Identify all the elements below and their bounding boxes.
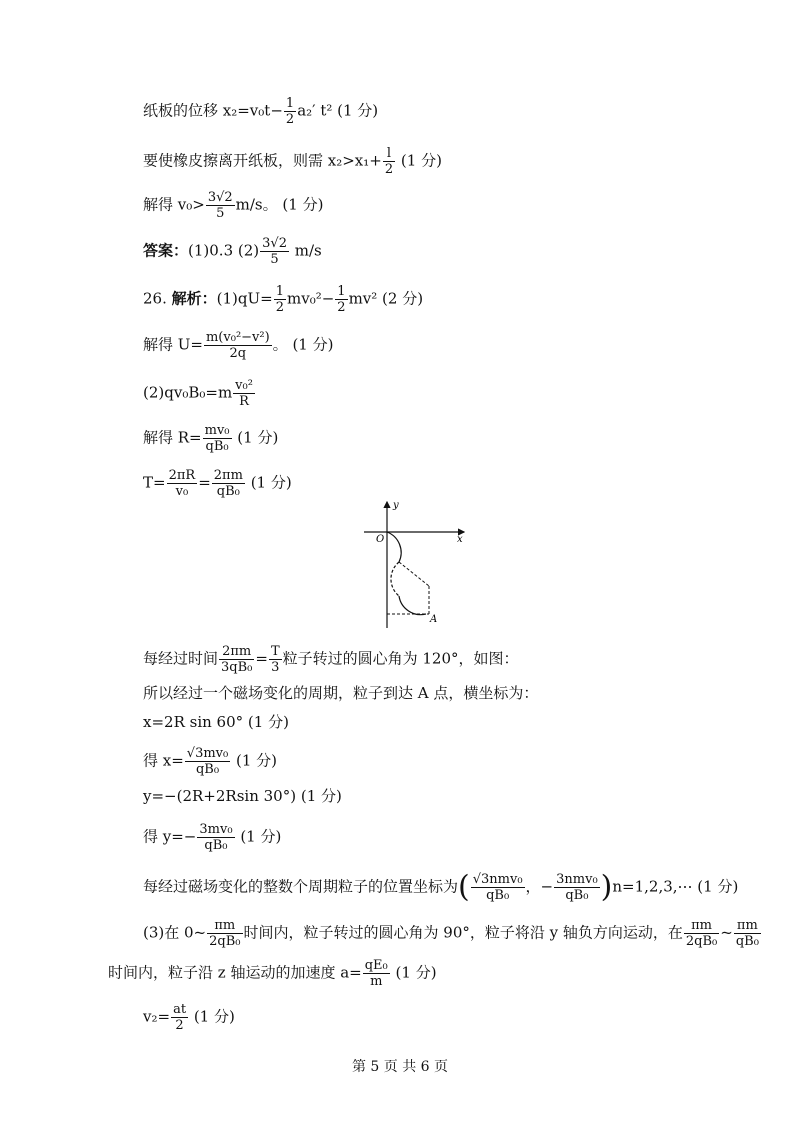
line-12: x=2R sin 60° (1 分) (143, 713, 289, 731)
fraction: $\frac{3√2}{5}$ (262, 236, 287, 267)
fraction: $\frac{\text{qE₀}}{m}$ (364, 958, 388, 989)
y-axis-label: y (393, 500, 399, 511)
page-footer: 第 5 页 共 6 页 (351, 1059, 449, 1075)
fraction: $\frac{l}{2}$ (384, 146, 394, 177)
line-18: 时间内，粒子沿 z 轴运动的加速度 a= $\frac{\text{qE₀}}{m}$ (1 分) (108, 958, 437, 989)
fraction: $\frac{1}{2}$ (275, 284, 284, 315)
fraction: $\frac{\text{√3nmv₀}}{\text{qB₀}}$ (472, 872, 523, 903)
fraction: $\frac{T}{3}$ (270, 644, 280, 675)
fraction: $\frac{\pi m}{\text{2qB₀}}$ (209, 918, 241, 949)
third-arc (399, 596, 426, 615)
line-10: 每经过时间 $\frac{2\pi m}{\text{3qB₀}}$ = $\frac{T}{3}$ 粒子转过的圆心角为 120°，如图： (143, 644, 519, 675)
fraction: $\frac{\pi m}{\text{qB₀}}$ (735, 918, 759, 949)
line-7: (2)qv₀B₀=m $\frac{\text{v₀²}}{R}$ (143, 378, 253, 409)
first-arc (387, 532, 401, 562)
line-14: y=−(2R+2Rsin 30°) (1 分) (143, 787, 342, 805)
line-2: 要使橡皮擦离开纸板，则需 x₂>x₁+ $\frac{l}{2}$ (1 分) (143, 146, 442, 177)
line-11: 所以经过一个磁场变化的周期，粒子到达 A 点，横坐标为： (143, 684, 539, 702)
fraction: $\frac{2\pi m}{\text{qB₀}}$ (213, 468, 243, 499)
fraction: $\frac{3√2}{5}$ (207, 190, 233, 221)
fraction: $\frac{2\pi R}{\text{v₀}}$ (168, 468, 196, 499)
line-9: T= $\frac{2\pi R}{\text{v₀}}$ = $\frac{2\pi m}{\text{qB₀}}$ (1 分) (143, 468, 292, 499)
origin-label: O (376, 534, 385, 545)
line-8: 解得 R= $\frac{\text{mv₀}}{\text{qB₀}}$ (1 分) (143, 423, 279, 454)
line-1: 纸板的位移 x₂=v₀t− $\frac{1}{2}$ a₂′ t² (1 分) (143, 96, 379, 127)
answer-line: 答案：(1)0.3 (2) $\frac{3√2}{5}$ m/s (143, 236, 322, 267)
trajectory-diagram (360, 498, 470, 630)
x-axis-label: x (457, 534, 463, 545)
fraction: $\frac{1}{2}$ (337, 284, 346, 315)
line-16: 每经过磁场变化的整数个周期粒子的位置坐标为( $\frac{\text{√3nmv₀}}{\text{qB₀}}$ ，− $\frac{\text{3nmv₀}}{\text{qB₀}}$ )n=1,2,3,⋯ (1 分) (143, 869, 739, 905)
fraction: $\frac{\text{3mv₀}}{\text{qB₀}}$ (199, 822, 233, 853)
fraction: $\frac{\text{√3mv₀}}{\text{qB₀}}$ (186, 746, 229, 777)
line-13: 得 x= $\frac{\text{√3mv₀}}{\text{qB₀}}$ (1 分) (143, 746, 278, 777)
fraction: $\frac{at}{2}$ (173, 1002, 187, 1033)
fraction: $\frac{\text{mv₀}}{\text{qB₀}}$ (204, 423, 230, 454)
fraction: $\frac{\pi m}{\text{2qB₀}}$ (685, 918, 718, 949)
fraction: $\frac{\text{3nmv₀}}{\text{qB₀}}$ (556, 872, 598, 903)
line-19: v₂= $\frac{at}{2}$ (1 分) (143, 1002, 235, 1033)
fraction: $\frac{1}{2}$ (285, 96, 295, 127)
question-26-line: 26. 解析：(1)qU= $\frac{1}{2}$ mv₀²− $\frac{1}{2}$ mv² (2 分) (143, 284, 424, 315)
fraction: $\frac{\text{v₀²}}{R}$ (235, 378, 253, 409)
line-17: (3)在 0~ $\frac{\pi m}{\text{2qB₀}}$ 时间内，粒子转过的圆心角为 90°，粒子将沿 y 轴负方向运动，在 $\frac{\pi m}{\text{2qB₀}}$ ~ $\frac{\pi m}{\text{qB₀}}$ (143, 918, 759, 949)
line-15: 得 y=− $\frac{\text{3mv₀}}{\text{qB₀}}$ (1 分) (143, 822, 282, 853)
point-a-label: A (430, 614, 438, 625)
line-3: 解得 v₀> $\frac{3√2}{5}$ m/s。 (1 分) (143, 190, 324, 221)
line-6: 解得 U= $\frac{\text{m(v₀²−v²)}}{2q}$ 。 (1 分) (143, 330, 334, 361)
fraction: $\frac{2\pi m}{\text{3qB₀}}$ (221, 644, 253, 675)
second-arc (391, 562, 399, 596)
fraction: $\frac{\text{m(v₀²−v²)}}{2q}$ (205, 330, 270, 361)
dashed-chord-1 (399, 562, 429, 586)
